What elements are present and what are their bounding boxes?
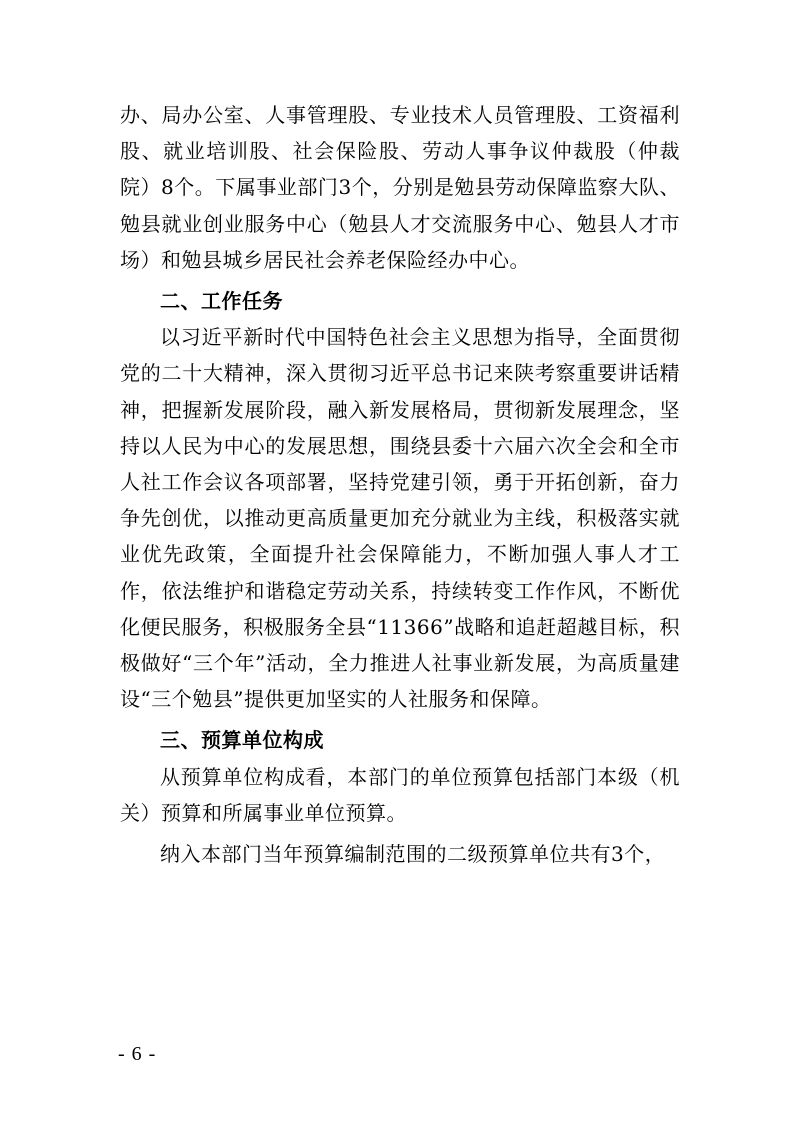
paragraph-department-composition: 办、局办公室、人事管理股、专业技术人员管理股、工资福利股、就业培训股、社会保险股、劳动人事争议仲裁股（仲裁院）8个。下属事业部门3个，分别是勉县劳动保障监察大队、勉县就业创业服务中心（勉县人才交流服务中心、勉县人才市场）和勉县城乡居民社会养老保险经办中心。	[120, 103, 680, 272]
section-heading-budget-units: 三、预算单位构成	[160, 728, 324, 753]
paragraph-secondary-units: 纳入本部门当年预算编制范围的二级预算单位共有3个，	[160, 842, 666, 867]
page-number: - 6 -	[118, 1043, 157, 1065]
section-heading-work-tasks: 二、工作任务	[160, 289, 283, 314]
document-body	[120, 97, 680, 872]
paragraph-budget-units: 从预算单位构成看，本部门的单位预算包括部门本级（机关）预算和所属事业单位预算。	[120, 764, 680, 825]
paragraph-work-tasks: 以习近平新时代中国特色社会主义思想为指导，全面贯彻党的二十大精神，深入贯彻习近平总书记来陕考察重要讲话精神，把握新发展阶段，融入新发展格局，贯彻新发展理念，坚持以人民为中心的发展思想，围绕县委十六届六次全会和全市人社工作会议各项部署，坚持党建引领，勇于开拓创新，奋力争先创优，以推动更高质量更加充分就业为主线，积极落实就业优先政策，全面提升社会保障能力，不断加强人事人才工作，依法维护和谐稳定劳动关系，持续转变工作作风，不断优化便民服务，积极服务全县“11366”战略和追赶超越目标，积极做好“三个年”活动，全力推进人社事业新发展，为高质量建设“三个勉县”提供更加坚实的人社服务和保障。	[120, 325, 680, 712]
